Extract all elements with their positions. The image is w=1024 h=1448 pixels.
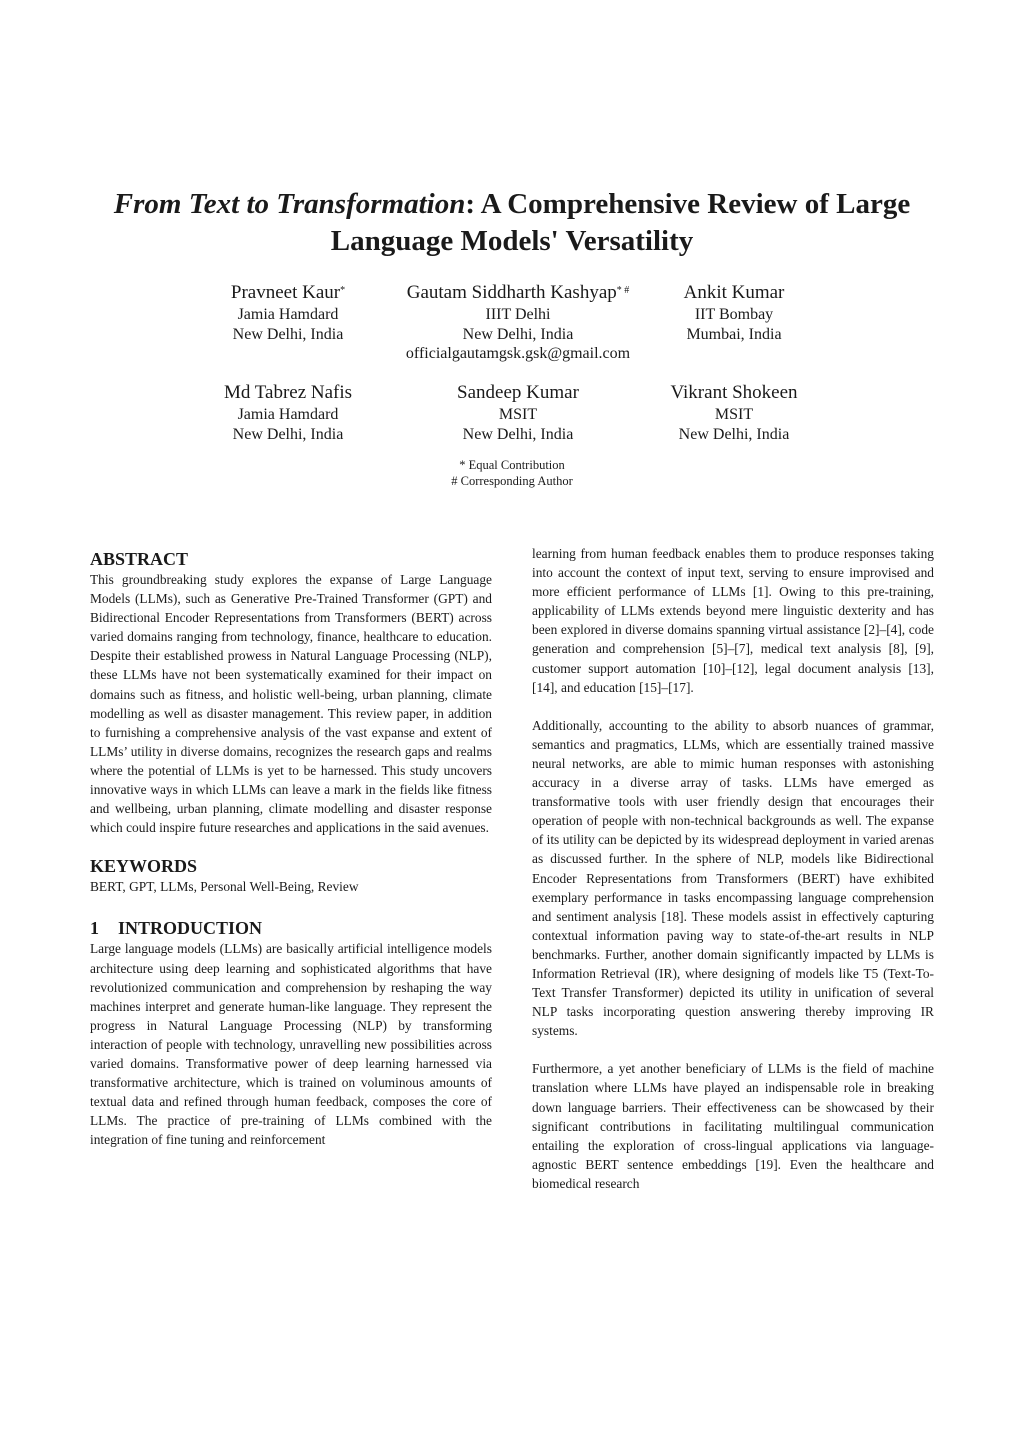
author-mark: *	[340, 285, 346, 296]
author-affiliation: MSIT	[714, 406, 754, 423]
author-name: Pravneet Kaur	[230, 282, 341, 303]
author-block	[584, 281, 884, 344]
author-notes	[362, 457, 662, 489]
keywords-text: BERT, GPT, LLMs, Personal Well-Being, Review	[90, 879, 359, 895]
author-name: Sandeep Kumar	[457, 382, 579, 403]
author-block	[584, 381, 884, 444]
section-title: INTRODUCTION	[118, 918, 263, 939]
title-italic: From Text to Transformation	[113, 188, 466, 220]
author-affiliation: MSIT	[498, 406, 538, 423]
body-paragraph: Additionally, accounting to the ability to absorb nuances of grammar, semantics and pragmatics, LLMs, which are essentially trained massive neural networks, are able to mimic human responses with astonishing accuracy in a diverse array of tasks. LLMs have emerged as transformative tools with user friendly design that encourages their operation of people with non-technical backgrounds as well. The expanse of its utility can be depicted by its widespread deployment in varied arenas as discussed further. In the sphere of NLP, models like Bidirectional Encoder Representations from Transformers (BERT) have exhibited exemplary performance in tasks encompassing language comprehension and sentiment analysis [18]. These models assist in effectively capturing contextual information paving way to state-of-the-art results in NLP benchmarks. Further, another domain significantly impacted by LLMs is Information Retrieval (IR), where designing of models like T5 (Text-To-Text Transfer Transformer) depicted its utility in unification of several NLP tasks incorporating question answering thereby improving IR systems.	[532, 717, 934, 1039]
author-email[interactable]: officialgautamgsk.gsk@gmail.com	[405, 345, 631, 362]
abstract-text: This groundbreaking study explores the expanse of Large Language Models (LLMs), such as Generative Pre-Trained Transformer (GPT) and Bidirectional Encoder Representations from Transformers (BERT) across varied domains ranging from technology, finance, healthcare to education. Despite their established prowess in Natural Language Processing (NLP), these LLMs have not been systematically examined for their impact on domains such as fitness, and holistic well-being, urban planning, climate modelling as well as disaster management. This review paper, in addition to furnishing a comprehensive analysis of the vast expanse and extent of LLMs’ utility in diverse domains, recognizes the research gaps and realms where the potential of LLMs is yet to be harnessed. This study uncovers innovative ways in which LLMs can leave a mark in the fields like fitness and wellbeing, urban planning, climate modelling and disaster response which could inspire future researches and applications in the said avenues.	[90, 572, 492, 836]
author-affiliation: IIT Bombay	[694, 306, 774, 323]
right-column	[532, 544, 934, 1193]
abstract-heading: ABSTRACT	[90, 549, 189, 569]
body-paragraph: Furthermore, a yet another beneficiary of LLMs is the field of machine translation where LLMs have played an indispensable role in breaking down language barriers. Their effectiveness can be showcased by their significant contributions in facilitating multilingual communication entailing the exploration of cross-lingual applications via language-agnostic BERT sentence embeddings [19]. Even the healthcare and biomedical research	[532, 1061, 934, 1191]
body-paragraph: learning from human feedback enables them to produce responses taking into account the context of input text, serving to ensure improvised and more efficient performance of LLMs [1]. Owing to this pre-training, applicability of LLMs extends beyond mere linguistic dexterity and has been explored in diverse domains spanning virtual assistance [2]–[4], code generation and comprehension [5]–[7], medical text analysis [8], [9], customer support automation [10]–[12], legal document analysis [13], [14], and education [15]–[17].	[532, 546, 934, 695]
author-location: Mumbai, India	[686, 325, 782, 343]
author-location: New Delhi, India	[678, 425, 790, 443]
author-mark: * #	[616, 285, 630, 296]
note-equal-contribution: * Equal Contribution	[459, 458, 565, 472]
paper-title	[60, 186, 964, 260]
section-number: 1	[90, 918, 99, 939]
author-location: New Delhi, India	[462, 325, 574, 343]
keywords-heading: KEYWORDS	[90, 856, 198, 877]
author-location: New Delhi, India	[232, 325, 344, 343]
intro-paragraph: Large language models (LLMs) are basically artificial intelligence models architecture using deep learning and sophisticated algorithms that have revolutionized communication and comprehension by reshaping the way machines interpret and generate human-like language. They represent the progress in Natural Language Processing (NLP) by transforming interaction of people with technology, unravelling new possibilities across varied domains. Transformative power of deep learning harnessed via transformative architecture, which is trained on voluminous amounts of textual data and refined through human feedback, composes the core of LLMs. The practice of pre-training of LLMs combined with the integration of fine tuning and reinforcement	[90, 941, 492, 1148]
left-column	[90, 548, 492, 1149]
author-name: Gautam Siddharth Kashyap	[406, 282, 617, 303]
introduction-heading	[90, 917, 492, 939]
author-location: New Delhi, India	[232, 425, 344, 443]
author-name: Vikrant Shokeen	[670, 382, 798, 403]
title-rest: : A Comprehensive Review of Large Language Models' Versatility	[330, 188, 911, 257]
author-name: Md Tabrez Nafis	[223, 382, 353, 403]
author-affiliation: IIIT Delhi	[485, 306, 551, 323]
note-corresponding-author: # Corresponding Author	[451, 474, 573, 488]
author-affiliation: Jamia Hamdard	[237, 406, 339, 423]
author-affiliation: Jamia Hamdard	[237, 306, 339, 323]
author-location: New Delhi, India	[462, 425, 574, 443]
author-name: Ankit Kumar	[683, 282, 785, 303]
